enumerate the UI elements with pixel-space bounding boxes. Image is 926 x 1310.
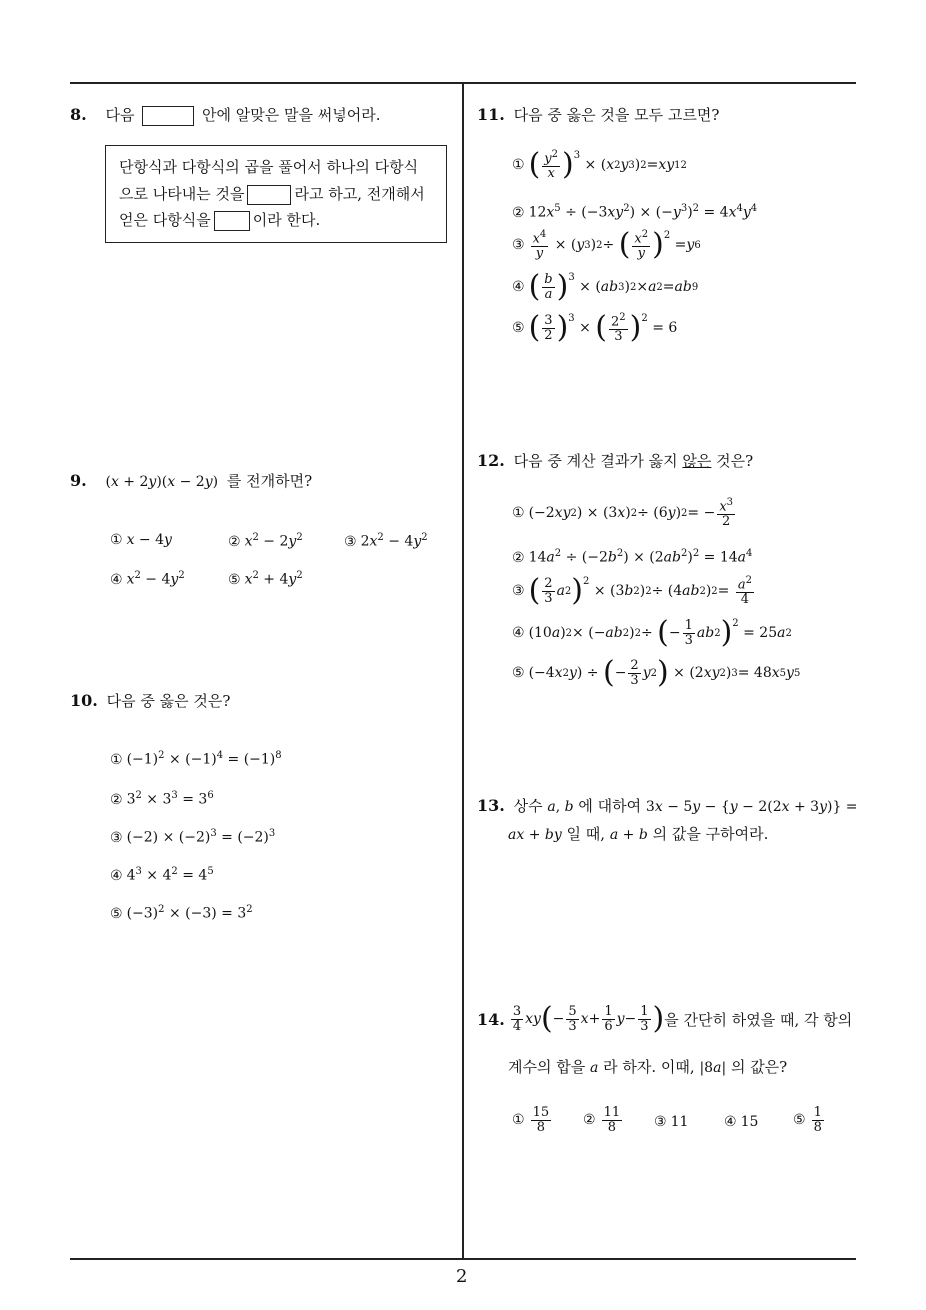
- question-number: 8.: [70, 105, 87, 124]
- question-8: 8. 다음 안에 알맞은 말을 써넣어라.: [70, 105, 381, 124]
- option-5[interactable]: ⑤ $\frac{1}{8}$: [793, 1105, 822, 1135]
- option-4[interactable]: ④ $4^3 \times 4^2 = 4^5$: [110, 866, 214, 884]
- option-5[interactable]: ⑤ $x^2 + 4y^2$: [228, 570, 303, 588]
- option-2[interactable]: ② $3^2 \times 3^3 = 3^6$: [110, 790, 214, 808]
- option-3[interactable]: ③ ( $\frac{2}{3}$ a 2 ) $^2$ × (3 b 2 ) 2 ÷ (4 ab 2 ) 2 = $\frac{a^2}{4}$: [512, 573, 752, 609]
- option-2[interactable]: ② $14a^2 \div (-2b^2) \times (2ab^2)^2 = 14a^4$: [512, 548, 753, 566]
- option-1[interactable]: ① $\frac{15}{8}$: [512, 1105, 550, 1135]
- option-1[interactable]: ① ( $\frac{y^2}{x}$ ) $^3$ × ( x 2 y 3 ) 2 = xy 12: [512, 147, 687, 183]
- option-3[interactable]: ③ $\frac{x^4}{y}$ × ( y 3 ) 2 ÷ ( $\frac{x^2}{y}$ ) $^2$ = y 6: [512, 227, 701, 263]
- option-1[interactable]: ① (−2 xy 2 ) × (3 x ) 2 ÷ (6 y ) 2 = − $\frac{x^3}{2}$: [512, 497, 734, 529]
- option-2[interactable]: ② $\frac{11}{8}$: [583, 1105, 621, 1135]
- column-divider: [462, 82, 464, 1259]
- question-13: 13. 상수 a, b 에 대하여 3x − 5y − {y − 2(2x + 3y)} =: [477, 796, 858, 815]
- option-4[interactable]: ④ $x^2 - 4y^2$: [110, 570, 185, 588]
- answer-blank[interactable]: [247, 185, 291, 205]
- option-2[interactable]: ② $x^2 - 2y^2$: [228, 532, 303, 550]
- answer-blank[interactable]: [214, 211, 250, 231]
- page-number: 2: [456, 1266, 468, 1287]
- option-5[interactable]: ⑤ $(-3)^2 \times (-3) = 3^2$: [110, 904, 253, 922]
- option-4[interactable]: ④ ( $\frac{b}{a}$ ) $^3$ × ( ab 3 ) 2 × a 2 = ab 9: [512, 269, 699, 304]
- question-10: 10. 다음 중 옳은 것은?: [70, 691, 231, 710]
- option-1[interactable]: ① x − 4y: [110, 532, 172, 548]
- option-3[interactable]: ③ 11: [654, 1114, 689, 1130]
- question-12: 12. 다음 중 계산 결과가 옳지 않은 것은?: [477, 451, 754, 470]
- option-1[interactable]: ① $(-1)^2 \times (-1)^4 = (-1)^8$: [110, 750, 282, 768]
- question-9: 9. (x + 2y)(x − 2y) 를 전개하면?: [70, 471, 313, 490]
- bottom-rule: [70, 1258, 856, 1260]
- question-11: 11. 다음 중 옳은 것을 모두 고르면?: [477, 105, 720, 124]
- option-4[interactable]: ④ 15: [724, 1114, 759, 1130]
- option-3[interactable]: ③ $2x^2 - 4y^2$: [344, 532, 428, 550]
- definition-box: 단항식과 다항식의 곱을 풀어서 하나의 다항식 으로 나타내는 것을 라고 하고, 전개해서 얻은 다항식을 이라 한다.: [105, 145, 447, 243]
- option-5[interactable]: ⑤ (−4 x 2 y ) ÷ ( − $\frac{2}{3}$ y 2 ) × (2 xy 2 ) 3 = 48 x 5 y 5: [512, 655, 801, 690]
- question-14: 14. $\frac{3}{4}$ xy ( − $\frac{5}{3}$ x + $\frac{1}{6}$ y − $\frac{1}{3}$ ) 을 간단히 하였을 때, 각 항의: [477, 1001, 853, 1036]
- option-3[interactable]: ③ $(-2) \times (-2)^3 = (-2)^3$: [110, 828, 276, 846]
- option-2[interactable]: ② $12x^5 \div (-3xy^2) \times (-y^3)^2 = 4x^4y^4$: [512, 203, 758, 221]
- option-4[interactable]: ④ (10 a ) 2 × (− ab 2 ) 2 ÷ ( − $\frac{1}{3}$ ab 2 ) $^2$ = 25 a 2: [512, 615, 792, 650]
- answer-blank[interactable]: [142, 106, 194, 126]
- option-5[interactable]: ⑤ ( $\frac{3}{2}$ ) $^3$ × ( $\frac{2^2}{3}$ ) $^2$ = 6: [512, 310, 678, 346]
